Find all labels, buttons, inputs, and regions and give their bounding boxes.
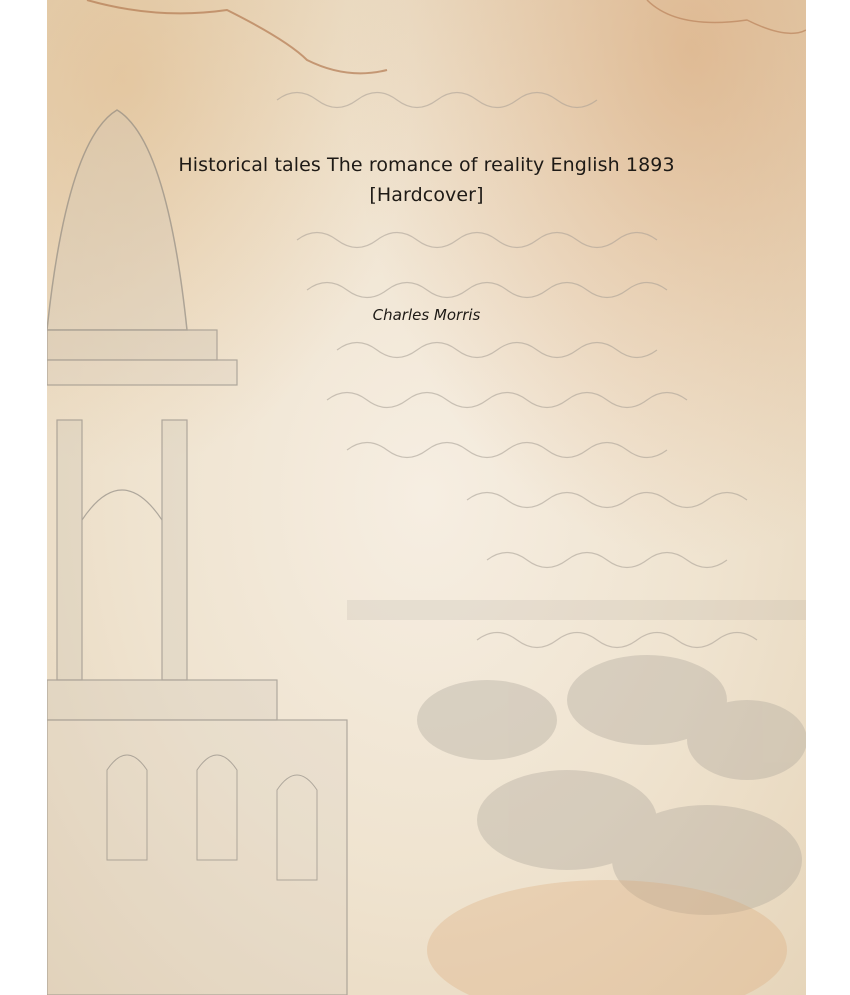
book-title-line-1: Historical tales The romance of reality English 1893 (178, 154, 675, 176)
paper-crack-top-right (647, 0, 806, 33)
book-title-line-2: [Hardcover] (369, 184, 484, 206)
architectural-dome-illustration-icon (47, 110, 347, 995)
landscape-trees-illustration-icon (347, 600, 806, 915)
book-title (47, 150, 806, 210)
book-author: Charles Morris (372, 306, 481, 324)
paper-crack-top (87, 0, 387, 73)
book-cover (47, 0, 806, 995)
